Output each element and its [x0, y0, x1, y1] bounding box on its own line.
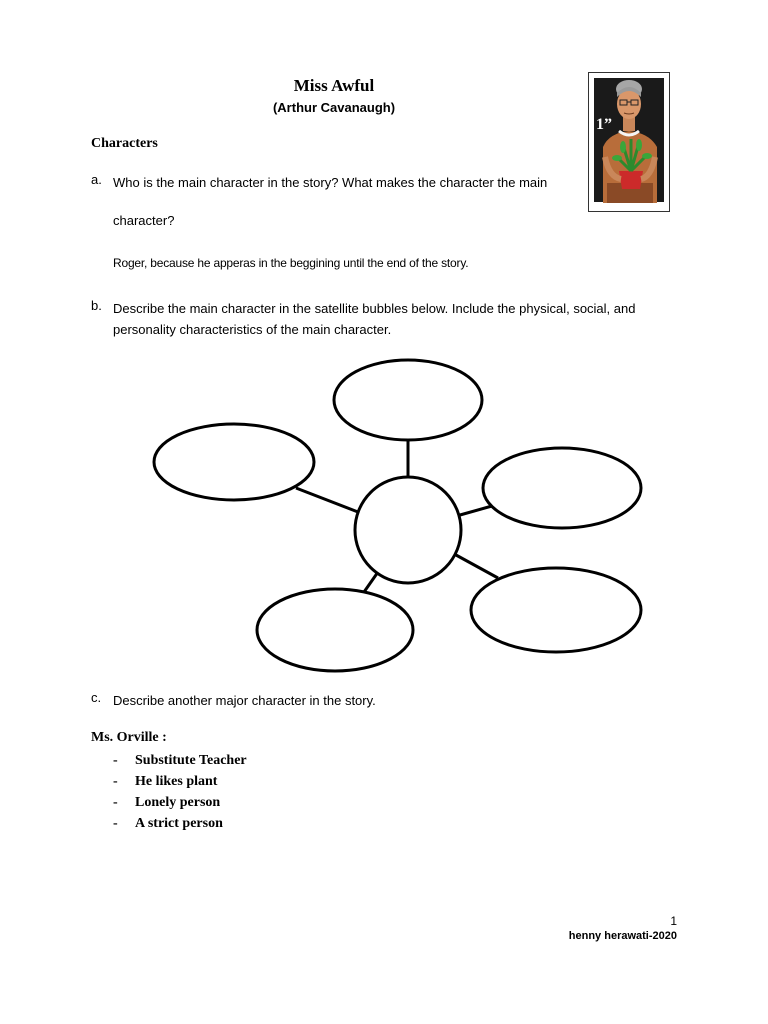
question-a-text-continued: character? — [113, 213, 175, 228]
question-b-text: Describe the main character in the satellite bubbles below. Include the physical, social, and personality characteristics of the main character. — [113, 301, 636, 337]
connector-line — [296, 488, 358, 512]
trait-item: - Substitute Teacher — [113, 753, 247, 768]
question-b-letter: b. — [91, 298, 102, 313]
satellite-bubble-bottom-right — [471, 568, 641, 652]
section-heading: Characters — [91, 136, 158, 151]
satellite-bubble-right — [483, 448, 641, 528]
trait-text: He likes plant — [135, 774, 218, 789]
satellite-bubble-top — [334, 360, 482, 440]
answer-a: Roger, because he apperas in the beggining until the end of the story. — [113, 256, 469, 270]
question-a-text: Who is the main character in the story? What makes the character the main — [113, 175, 548, 190]
document-subtitle: (Arthur Cavanaugh) — [272, 100, 396, 115]
trait-item: - He likes plant — [113, 774, 218, 789]
character-name: Ms. Orville : — [91, 730, 167, 745]
satellite-bubble-bottom-left — [257, 589, 413, 671]
connector-line — [364, 572, 378, 592]
footer-author: henny herawati-2020 — [568, 930, 677, 942]
connector-line — [456, 555, 498, 578]
trait-item: - A strict person — [113, 816, 223, 831]
document-title: Miss Awful — [293, 76, 375, 95]
portrait-caption: 1” — [596, 116, 612, 133]
trait-text: Lonely person — [135, 795, 221, 810]
connector-line — [460, 506, 492, 515]
question-a-letter: a. — [91, 172, 102, 187]
character-traits-list — [113, 750, 247, 834]
question-c-text: Describe another major character in the story. — [113, 693, 376, 708]
trait-item: - Lonely person — [113, 795, 221, 810]
question-c-letter: c. — [91, 690, 102, 705]
page-number: 1 — [670, 914, 677, 928]
satellite-bubble-left — [154, 424, 314, 500]
trait-text: A strict person — [135, 816, 223, 831]
center-bubble — [355, 477, 461, 583]
trait-text: Substitute Teacher — [135, 753, 247, 768]
